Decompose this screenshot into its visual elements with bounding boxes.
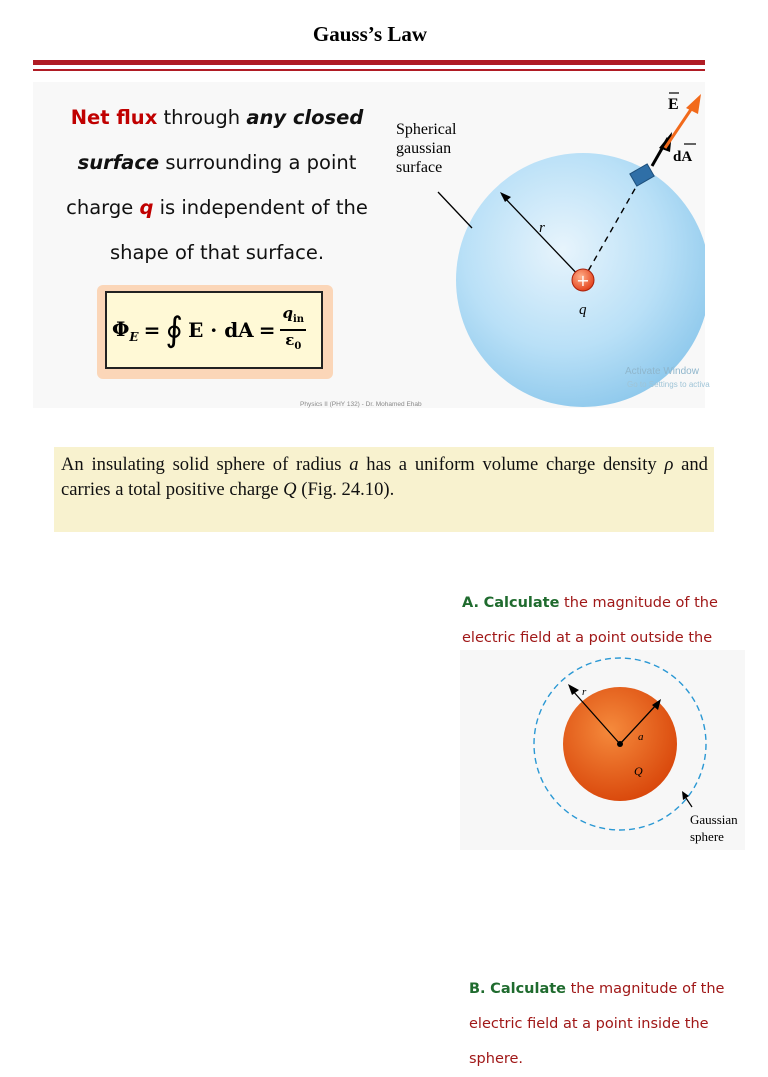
title-rule-thick bbox=[33, 60, 705, 65]
formula-equals-2: = bbox=[258, 318, 276, 342]
label-line-2: gaussian bbox=[396, 140, 452, 157]
gauss-statement bbox=[47, 95, 387, 275]
formula-den-sub: 0 bbox=[294, 341, 302, 352]
problem-text-3: and carries a total positive charge bbox=[61, 454, 708, 500]
statement-net-flux: Net flux bbox=[70, 106, 158, 129]
problem-a: a bbox=[349, 454, 359, 475]
formula-integral: ∮ bbox=[165, 310, 184, 350]
formula-phi: Φ bbox=[112, 316, 130, 341]
Q-label: Q bbox=[634, 764, 643, 778]
formula-den: ε bbox=[285, 331, 295, 349]
formula-num: q bbox=[282, 304, 293, 322]
problem-rho: ρ bbox=[664, 454, 674, 475]
dA-label: dA bbox=[673, 149, 693, 165]
page-title: Gauss’s Law bbox=[312, 22, 428, 46]
problem-text-4: (Fig. 24.10). bbox=[296, 479, 395, 500]
label-line-3: surface bbox=[396, 159, 443, 176]
formula-integrand: E · dA bbox=[188, 318, 254, 342]
formula-equals-1: = bbox=[143, 318, 161, 342]
part-b-text: the magnitude of the electric field at a point inside the sphere. bbox=[469, 981, 725, 1067]
r-label: r bbox=[539, 220, 545, 236]
part-a-letter: A. bbox=[462, 595, 479, 611]
plus-sign: + bbox=[576, 271, 590, 290]
gaussian-sphere-caption bbox=[690, 811, 738, 845]
gauss-law-formula bbox=[112, 305, 322, 355]
problem-Q: Q bbox=[283, 479, 297, 500]
r-label-2: r bbox=[582, 686, 587, 698]
formula-fraction bbox=[280, 304, 306, 356]
part-b-verb: Calculate bbox=[490, 981, 567, 997]
part-a-text: the magnitude of the electric field at a point outside the bbox=[462, 595, 718, 646]
title-rule-thin bbox=[33, 69, 705, 71]
slide-footer: Physics II (PHY 132) - Dr. Mohamed Ehab bbox=[300, 401, 422, 408]
q-label: q bbox=[579, 302, 587, 318]
statement-text-1: through bbox=[157, 106, 247, 129]
problem-text-2: has a uniform volume charge density bbox=[358, 454, 665, 475]
sphere-center bbox=[617, 741, 623, 747]
caption-line-2: sphere bbox=[690, 829, 724, 844]
statement-text-2: surrounding a point charge bbox=[66, 151, 357, 219]
activate-windows-watermark-sub: Go to Settings to activa bbox=[627, 380, 710, 389]
caption-line-1: Gaussian bbox=[690, 812, 738, 827]
part-b-question bbox=[469, 972, 742, 1077]
activate-windows-watermark: Activate Window bbox=[625, 366, 699, 377]
problem-statement bbox=[54, 447, 714, 532]
part-a-verb: Calculate bbox=[483, 595, 560, 611]
label-leader-line bbox=[438, 192, 472, 228]
statement-q: q bbox=[139, 196, 154, 219]
spherical-gaussian-label bbox=[396, 120, 496, 177]
statement-any-closed-surface: any closed surface bbox=[77, 106, 364, 174]
E-label: E bbox=[668, 96, 679, 113]
problem-text-1: An insulating solid sphere of radius bbox=[61, 454, 350, 475]
part-b-letter: B. bbox=[469, 981, 486, 997]
label-line-1: Spherical bbox=[396, 121, 457, 138]
statement-text-3: is independent of the shape of that surface. bbox=[109, 196, 368, 264]
formula-num-sub: in bbox=[292, 314, 305, 325]
a-label: a bbox=[638, 731, 644, 743]
formula-phi-sub: E bbox=[129, 329, 139, 344]
